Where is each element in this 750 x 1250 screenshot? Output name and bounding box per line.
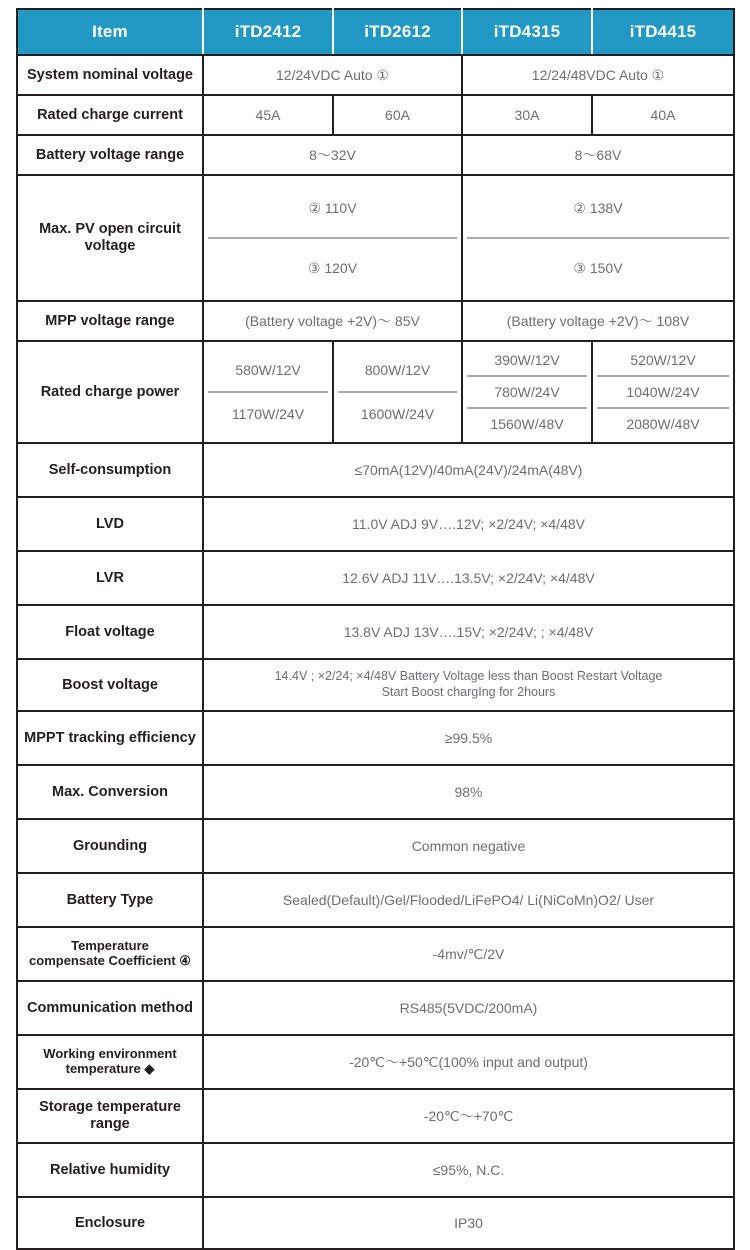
column-header-itd2612: iTD2612 [333, 9, 462, 55]
stacked-value: 1560W/48V [467, 408, 587, 439]
row-label-rated-charge-power: Rated charge power [17, 341, 203, 443]
cell-lvd: 11.0V ADJ 9V….12V; ×2/24V; ×4/48V [203, 497, 734, 551]
table-row [17, 301, 734, 341]
boost-voltage-line1: 14.4V ; ×2/24; ×4/48V Battery Voltage less than Boost Restart Voltage [274, 669, 663, 684]
cell-rated-charge-power-itd4415 [592, 341, 734, 443]
row-label-lvr: LVR [17, 551, 203, 605]
cell-grounding: Common negative [203, 819, 734, 873]
row-label-mpp-voltage-range: MPP voltage range [17, 301, 203, 341]
table-row [17, 659, 734, 711]
cell-boost-voltage [203, 659, 734, 711]
cell-mpp-voltage-range-right: (Battery voltage +2V)～ 108V [462, 301, 734, 341]
stacked-value: ③ 150V [467, 238, 729, 297]
stacked-value: ② 138V [573, 199, 623, 216]
stacked-values [467, 345, 587, 439]
stacked-values [208, 349, 328, 435]
row-label-temperature-compensate-coefficient [17, 927, 203, 981]
row-label-mppt-tracking-efficiency: MPPT tracking efficiency [17, 711, 203, 765]
cell-max-pv-voltage-right [462, 175, 734, 301]
stacked-value: 1600W/24V [338, 392, 457, 435]
stacked-values [208, 179, 457, 297]
stacked-value: 780W/24V [467, 376, 587, 408]
cell-rated-charge-power-itd4315 [462, 341, 592, 443]
column-header-itd2412: iTD2412 [203, 9, 333, 55]
cell-communication-method: RS485(5VDC/200mA) [203, 981, 734, 1035]
stacked-values [597, 345, 729, 439]
stacked-value: 2080W/48V [597, 408, 729, 439]
row-label-relative-humidity: Relative humidity [17, 1143, 203, 1197]
row-label-max-pv-open-circuit-voltage [17, 175, 203, 301]
stacked-value: 390W/12V [494, 351, 560, 368]
cell-system-nominal-voltage-right: 12/24/48VDC Auto ① [462, 55, 734, 95]
row-label-max-conversion: Max. Conversion [17, 765, 203, 819]
row-label-enclosure: Enclosure [17, 1197, 203, 1249]
row-label-lvd: LVD [17, 497, 203, 551]
row-label-communication-method: Communication method [17, 981, 203, 1035]
stacked-value: ③ 120V [208, 238, 457, 297]
row-label-line1: Max. PV open circuit voltage [39, 221, 181, 254]
table-row [17, 175, 734, 301]
cell-mpp-voltage-range-left: (Battery voltage +2V)～ 85V [203, 301, 462, 341]
boost-voltage-line2: Start Boost chargIng for 2hours [381, 685, 556, 699]
table-row [17, 55, 734, 95]
table-row [17, 443, 734, 497]
table-row [17, 765, 734, 819]
cell-max-conversion: 98% [203, 765, 734, 819]
stacked-value: 1170W/24V [208, 392, 328, 435]
stacked-values [467, 179, 729, 297]
cell-rated-charge-power-itd2412 [203, 341, 333, 443]
stacked-values [338, 349, 457, 435]
cell-temperature-compensate-coefficient: -4mv/℃/2V [203, 927, 734, 981]
table-row [17, 1035, 734, 1089]
table-row [17, 711, 734, 765]
row-label-system-nominal-voltage: System nominal voltage [17, 55, 203, 95]
table-row [17, 873, 734, 927]
cell-battery-voltage-range-left: 8～32V [203, 135, 462, 175]
cell-battery-type: Sealed(Default)/Gel/Flooded/LiFePO4/ Li(NiCoMn)O2/ User [203, 873, 734, 927]
table-row [17, 95, 734, 135]
row-label-self-consumption: Self-consumption [17, 443, 203, 497]
cell-enclosure: IP30 [203, 1197, 734, 1249]
row-label-working-environment-temperature [17, 1035, 203, 1089]
row-label-rated-charge-current: Rated charge current [17, 95, 203, 135]
row-label-float-voltage: Float voltage [17, 605, 203, 659]
table-header [17, 9, 734, 55]
cell-rated-charge-current-itd4315: 30A [462, 95, 592, 135]
row-label-line1: Storage temperature [39, 1099, 181, 1116]
table-body [17, 55, 734, 1249]
row-label-line2: temperature ◆ [65, 1061, 155, 1076]
cell-storage-temperature-range: -20℃～+70℃ [203, 1089, 734, 1143]
cell-working-environment-temperature: -20℃～+50℃(100% input and output) [203, 1035, 734, 1089]
stacked-value: ② 110V [308, 199, 357, 216]
table-row [17, 1089, 734, 1143]
column-header-item: Item [17, 9, 203, 55]
row-label-line2: range [90, 1116, 130, 1132]
cell-relative-humidity: ≤95%, N.C. [203, 1143, 734, 1197]
cell-float-voltage: 13.8V ADJ 13V….15V; ×2/24V; ; ×4/48V [203, 605, 734, 659]
cell-lvr: 12.6V ADJ 11V….13.5V; ×2/24V; ×4/48V [203, 551, 734, 605]
row-label-line2: compensate Coefficient ④ [29, 953, 191, 968]
row-label-battery-voltage-range: Battery voltage range [17, 135, 203, 175]
table-row [17, 605, 734, 659]
row-label-line1: Working environment [43, 1046, 177, 1062]
table-row [17, 135, 734, 175]
row-label-storage-temperature-range [17, 1089, 203, 1143]
cell-battery-voltage-range-right: 8～68V [462, 135, 734, 175]
table-row [17, 981, 734, 1035]
table-row [17, 341, 734, 443]
column-header-itd4315: iTD4315 [462, 9, 592, 55]
row-label-line1: Temperature [71, 938, 149, 954]
cell-rated-charge-current-itd4415: 40A [592, 95, 734, 135]
stacked-value: 580W/12V [235, 361, 301, 378]
cell-rated-charge-power-itd2612 [333, 341, 462, 443]
cell-rated-charge-current-itd2612: 60A [333, 95, 462, 135]
table-row [17, 1197, 734, 1249]
stacked-value: 1040W/24V [597, 376, 729, 408]
row-label-boost-voltage: Boost voltage [17, 659, 203, 711]
header-row [17, 9, 734, 55]
table-row [17, 819, 734, 873]
row-label-grounding: Grounding [17, 819, 203, 873]
cell-max-pv-voltage-left [203, 175, 462, 301]
cell-self-consumption: ≤70mA(12V)/40mA(24V)/24mA(48V) [203, 443, 734, 497]
specification-table [16, 8, 735, 1250]
cell-rated-charge-current-itd2412: 45A [203, 95, 333, 135]
cell-mppt-tracking-efficiency: ≥99.5% [203, 711, 734, 765]
table-row [17, 1143, 734, 1197]
cell-system-nominal-voltage-left: 12/24VDC Auto ① [203, 55, 462, 95]
table-row [17, 551, 734, 605]
row-label-battery-type: Battery Type [17, 873, 203, 927]
stacked-value: 800W/12V [364, 361, 431, 378]
table-row [17, 927, 734, 981]
table-row [17, 497, 734, 551]
column-header-itd4415: iTD4415 [592, 9, 734, 55]
stacked-value: 520W/12V [630, 351, 696, 368]
